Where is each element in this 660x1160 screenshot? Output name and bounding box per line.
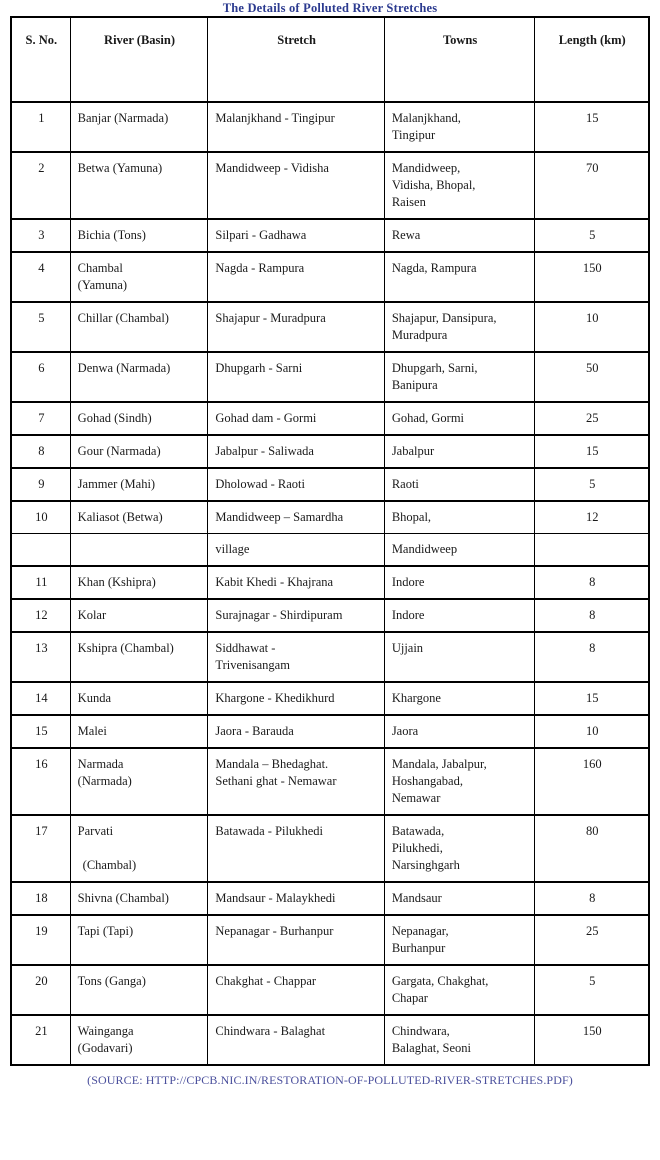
cell-river (70, 252, 208, 302)
cell-river (70, 152, 208, 219)
cell-line: Gohad dam - Gormi (215, 411, 317, 425)
cell-stretch (208, 102, 384, 152)
cell-line: Pilukhedi, (391, 841, 443, 855)
cell-line: Ujjain (391, 641, 424, 655)
table-row (11, 682, 649, 715)
cell-line: Parvati (77, 824, 114, 838)
cell-river (70, 566, 208, 599)
column-header-length: Length (km) (535, 17, 649, 102)
table-row-continuation (11, 534, 649, 567)
cell-line: Chindwara - Balaghat (215, 1024, 326, 1038)
cell-line: 17 (35, 824, 48, 838)
table-header (11, 17, 649, 102)
cell-sno (11, 219, 70, 252)
cell-river (70, 915, 208, 965)
cell-towns (384, 302, 535, 352)
cell-length (535, 566, 649, 599)
cell-river (70, 352, 208, 402)
cell-line: Nagda, Rampura (391, 261, 477, 275)
cell-line: Tapi (Tapi) (77, 924, 134, 938)
cell-river (70, 599, 208, 632)
source-citation (0, 1073, 660, 1088)
cell-line: 10 (585, 311, 599, 325)
cell-towns (384, 219, 535, 252)
table-row (11, 402, 649, 435)
cell-stretch (208, 748, 384, 815)
cell-length (535, 815, 649, 882)
cell-river (70, 219, 208, 252)
cell-line: 15 (585, 691, 599, 705)
cell-sno (11, 815, 70, 882)
cell-line: Jaora - Barauda (215, 724, 294, 738)
cell-line: Jabalpur (391, 444, 435, 458)
cell-length (535, 1015, 649, 1065)
cell-line: Hoshangabad, (391, 774, 463, 788)
cell-line: 12 (585, 510, 599, 524)
cell-line: Muradpura (391, 328, 448, 342)
cell-line: Bhopal, (391, 510, 432, 524)
table-row (11, 352, 649, 402)
cell-line: Mandsaur - Malaykhedi (215, 891, 336, 905)
cell-stretch (208, 302, 384, 352)
cell-line: 10 (35, 510, 48, 524)
cell-stretch (208, 402, 384, 435)
cell-stretch (208, 599, 384, 632)
cell-river (70, 682, 208, 715)
cell-line: Surajnagar - Shirdipuram (215, 608, 343, 622)
cell-line: Chambal (77, 261, 123, 275)
table-row (11, 219, 649, 252)
cell-line: Indore (391, 608, 425, 622)
cell-river (70, 748, 208, 815)
cell-line: Raoti (391, 477, 419, 491)
cell-towns (384, 715, 535, 748)
cell-line: 5 (589, 477, 596, 491)
cell-length (535, 715, 649, 748)
cell-towns (384, 748, 535, 815)
cell-line: Chapar (391, 991, 428, 1005)
cell-line: 25 (585, 924, 599, 938)
cell-line: Mandala – Bhedaghat. (215, 757, 329, 771)
cell-length (535, 302, 649, 352)
cell-line: 2 (38, 161, 45, 175)
cell-sno (11, 715, 70, 748)
cell-river (70, 632, 208, 682)
cell-line: Tingipur (391, 128, 436, 142)
cell-line: Banipura (391, 378, 438, 392)
cell-length (535, 632, 649, 682)
cell-line: 15 (35, 724, 48, 738)
cell-line: 12 (35, 608, 48, 622)
cell-line: Burhanpur (391, 941, 446, 955)
cell-line: Nepanagar, (391, 924, 449, 938)
cell-stretch (208, 1015, 384, 1065)
cell-line: Vidisha, Bhopal, (391, 178, 476, 192)
cell-river (70, 468, 208, 501)
cell-towns (384, 402, 535, 435)
blank-line (78, 840, 202, 857)
table-body (11, 102, 649, 1065)
cell-line: Tons (Ganga) (77, 974, 146, 988)
cell-towns (384, 632, 535, 682)
table-row (11, 435, 649, 468)
cell-line: (Narmada) (77, 774, 132, 788)
cell-line: Malanjkhand - Tingipur (215, 111, 335, 125)
cell-river (70, 882, 208, 915)
cell-stretch (208, 566, 384, 599)
cell-towns (384, 682, 535, 715)
cell-line: Balaghat, Seoni (391, 1041, 471, 1055)
cell-line: Batawada, (391, 824, 445, 838)
blank-line (542, 541, 642, 558)
cell-stretch (208, 219, 384, 252)
cell-length (535, 599, 649, 632)
blank-line (19, 541, 64, 558)
cell-line: 4 (38, 261, 45, 275)
table-row (11, 501, 649, 534)
table-row (11, 302, 649, 352)
table-row (11, 748, 649, 815)
table-row (11, 566, 649, 599)
cell-river (70, 402, 208, 435)
cell-line: Shajapur, Dansipura, (391, 311, 497, 325)
cell-line: (Chambal) (82, 858, 137, 872)
cell-river (70, 815, 208, 882)
cell-line: 13 (35, 641, 48, 655)
cell-length (535, 682, 649, 715)
cell-stretch (208, 715, 384, 748)
cell-line: Gargata, Chakghat, (391, 974, 489, 988)
cell-stretch (208, 352, 384, 402)
cell-sno (11, 468, 70, 501)
cell-length (535, 534, 649, 567)
cell-line: Narsinghgarh (391, 858, 460, 872)
cell-towns (384, 102, 535, 152)
cell-length (535, 352, 649, 402)
cell-river (70, 1015, 208, 1065)
cell-line: Malei (77, 724, 107, 738)
cell-line: 150 (582, 1024, 602, 1038)
cell-river (70, 102, 208, 152)
cell-line: Siddhawat - (215, 641, 276, 655)
cell-sno (11, 302, 70, 352)
cell-line: 18 (35, 891, 48, 905)
cell-towns (384, 501, 535, 534)
cell-sno (11, 152, 70, 219)
cell-line: 3 (38, 228, 45, 242)
cell-line: 8 (38, 444, 45, 458)
cell-line: Nemawar (391, 791, 441, 805)
cell-line: Nepanagar - Burhanpur (215, 924, 334, 938)
blank-line (78, 541, 202, 558)
cell-line: Jammer (Mahi) (77, 477, 156, 491)
cell-line: Jabalpur - Saliwada (215, 444, 314, 458)
cell-stretch (208, 501, 384, 534)
cell-line: Kshipra (Chambal) (77, 641, 174, 655)
cell-line: Mandala, Jabalpur, (391, 757, 487, 771)
cell-sno (11, 402, 70, 435)
cell-towns (384, 915, 535, 965)
cell-towns (384, 534, 535, 567)
cell-line: Denwa (Narmada) (77, 361, 171, 375)
cell-line: Khargone - Khedikhurd (215, 691, 335, 705)
cell-length (535, 219, 649, 252)
page-title: The Details of Polluted River Stretches (222, 1, 438, 15)
cell-line: 8 (589, 575, 596, 589)
cell-stretch (208, 252, 384, 302)
column-header-stretch: Stretch (208, 17, 384, 102)
cell-line: 10 (585, 724, 599, 738)
cell-line: Nagda - Rampura (215, 261, 305, 275)
source-citation-text: (SOURCE: HTTP://CPCB.NIC.IN/RESTORATION-OF-POLLUTED-RIVER-STRETCHES.PDF) (87, 1073, 573, 1087)
cell-line: 11 (35, 575, 48, 589)
cell-length (535, 152, 649, 219)
cell-line: Narmada (77, 757, 124, 771)
cell-line: Silpari - Gadhawa (215, 228, 307, 242)
cell-length (535, 501, 649, 534)
table-row (11, 815, 649, 882)
cell-sno (11, 599, 70, 632)
cell-sno (11, 435, 70, 468)
cell-sno (11, 882, 70, 915)
table-row (11, 468, 649, 501)
polluted-river-stretches-table (10, 16, 650, 1066)
cell-towns (384, 965, 535, 1015)
cell-line: 5 (38, 311, 45, 325)
cell-line: Trivenisangam (215, 658, 290, 672)
cell-river (70, 534, 208, 567)
cell-line: Rewa (391, 228, 421, 242)
cell-line: 8 (589, 891, 596, 905)
cell-line: 15 (585, 444, 599, 458)
cell-sno (11, 566, 70, 599)
cell-sno (11, 915, 70, 965)
cell-towns (384, 352, 535, 402)
table-header-row (11, 17, 649, 102)
cell-line: Gohad, Gormi (391, 411, 465, 425)
cell-line: 5 (589, 228, 596, 242)
cell-length (535, 252, 649, 302)
cell-line: Batawada - Pilukhedi (215, 824, 323, 838)
cell-length (535, 882, 649, 915)
column-header-sno: S. No. (11, 17, 70, 102)
cell-line: Jaora (391, 724, 419, 738)
cell-line: Chillar (Chambal) (77, 311, 169, 325)
cell-line: (Godavari) (77, 1041, 133, 1055)
cell-line: 150 (582, 261, 602, 275)
cell-sno (11, 352, 70, 402)
cell-towns (384, 152, 535, 219)
cell-river (70, 715, 208, 748)
cell-line: Shivna (Chambal) (77, 891, 169, 905)
table-row (11, 715, 649, 748)
table-row (11, 882, 649, 915)
cell-line: Dhupgarh - Sarni (215, 361, 303, 375)
cell-towns (384, 252, 535, 302)
cell-length (535, 965, 649, 1015)
cell-stretch (208, 534, 384, 567)
cell-line: Betwa (Yamuna) (77, 161, 163, 175)
cell-line: Bichia (Tons) (77, 228, 146, 242)
cell-line: 50 (585, 361, 599, 375)
cell-length (535, 748, 649, 815)
cell-line: Khan (Kshipra) (77, 575, 156, 589)
cell-line: 8 (589, 608, 596, 622)
cell-line: Gohad (Sindh) (77, 411, 152, 425)
cell-line: 8 (589, 641, 596, 655)
cell-line: 20 (35, 974, 48, 988)
cell-river (70, 302, 208, 352)
table-row (11, 965, 649, 1015)
cell-line: (Yamuna) (77, 278, 128, 292)
cell-towns (384, 566, 535, 599)
cell-line: Mandidweep, (391, 161, 461, 175)
cell-length (535, 915, 649, 965)
cell-stretch (208, 682, 384, 715)
cell-line: Kaliasot (Betwa) (77, 510, 163, 524)
cell-line: 160 (582, 757, 602, 771)
cell-line: Khargone (391, 691, 441, 705)
cell-river (70, 435, 208, 468)
cell-stretch (208, 632, 384, 682)
cell-towns (384, 1015, 535, 1065)
cell-line: 7 (38, 411, 45, 425)
cell-line: Sethani ghat - Nemawar (215, 774, 337, 788)
cell-line: Dholowad - Raoti (215, 477, 305, 491)
table-row (11, 1015, 649, 1065)
cell-line: Dhupgarh, Sarni, (391, 361, 478, 375)
cell-sno (11, 102, 70, 152)
cell-line: Mandidweep (391, 542, 458, 556)
cell-line: 70 (585, 161, 599, 175)
table-row (11, 252, 649, 302)
cell-line: 15 (585, 111, 599, 125)
cell-river (70, 501, 208, 534)
cell-sno (11, 632, 70, 682)
cell-towns (384, 882, 535, 915)
cell-length (535, 468, 649, 501)
cell-length (535, 435, 649, 468)
table-container (0, 16, 660, 1066)
cell-line: Kolar (77, 608, 107, 622)
cell-sno (11, 501, 70, 534)
cell-sno (11, 1015, 70, 1065)
cell-line: 9 (38, 477, 45, 491)
cell-line: 19 (35, 924, 48, 938)
cell-towns (384, 599, 535, 632)
cell-stretch (208, 815, 384, 882)
table-row (11, 152, 649, 219)
cell-length (535, 102, 649, 152)
cell-towns (384, 815, 535, 882)
cell-line: Mandsaur (391, 891, 442, 905)
cell-sno (11, 534, 70, 567)
cell-river (70, 965, 208, 1015)
cell-stretch (208, 152, 384, 219)
column-header-towns: Towns (384, 17, 535, 102)
cell-line: 21 (35, 1024, 48, 1038)
cell-towns (384, 468, 535, 501)
table-row (11, 915, 649, 965)
cell-line: Kabit Khedi - Khajrana (215, 575, 334, 589)
cell-line: 16 (35, 757, 48, 771)
cell-sno (11, 965, 70, 1015)
cell-line: Malanjkhand, (391, 111, 461, 125)
column-header-river: River (Basin) (70, 17, 208, 102)
cell-line: Mandidweep - Vidisha (215, 161, 329, 175)
cell-length (535, 402, 649, 435)
cell-line: village (215, 542, 250, 556)
cell-stretch (208, 468, 384, 501)
cell-line: Indore (391, 575, 425, 589)
cell-line: Banjar (Narmada) (77, 111, 169, 125)
cell-line: Gour (Narmada) (77, 444, 161, 458)
cell-line: Chakghat - Chappar (215, 974, 317, 988)
cell-line: 1 (38, 111, 45, 125)
cell-towns (384, 435, 535, 468)
cell-stretch (208, 435, 384, 468)
cell-line: Shajapur - Muradpura (215, 311, 326, 325)
cell-sno (11, 748, 70, 815)
cell-sno (11, 682, 70, 715)
cell-stretch (208, 882, 384, 915)
table-row (11, 599, 649, 632)
table-row (11, 632, 649, 682)
cell-line: Mandidweep – Samardha (215, 510, 344, 524)
cell-line: Raisen (391, 195, 426, 209)
cell-line: 6 (38, 361, 45, 375)
cell-line: Kunda (77, 691, 111, 705)
table-row (11, 102, 649, 152)
cell-line: Chindwara, (391, 1024, 450, 1038)
cell-stretch (208, 965, 384, 1015)
cell-line: 80 (585, 824, 599, 838)
cell-line: 14 (35, 691, 48, 705)
cell-sno (11, 252, 70, 302)
cell-line: 5 (589, 974, 596, 988)
cell-line: Wainganga (77, 1024, 134, 1038)
cell-stretch (208, 915, 384, 965)
cell-line: 25 (585, 411, 599, 425)
